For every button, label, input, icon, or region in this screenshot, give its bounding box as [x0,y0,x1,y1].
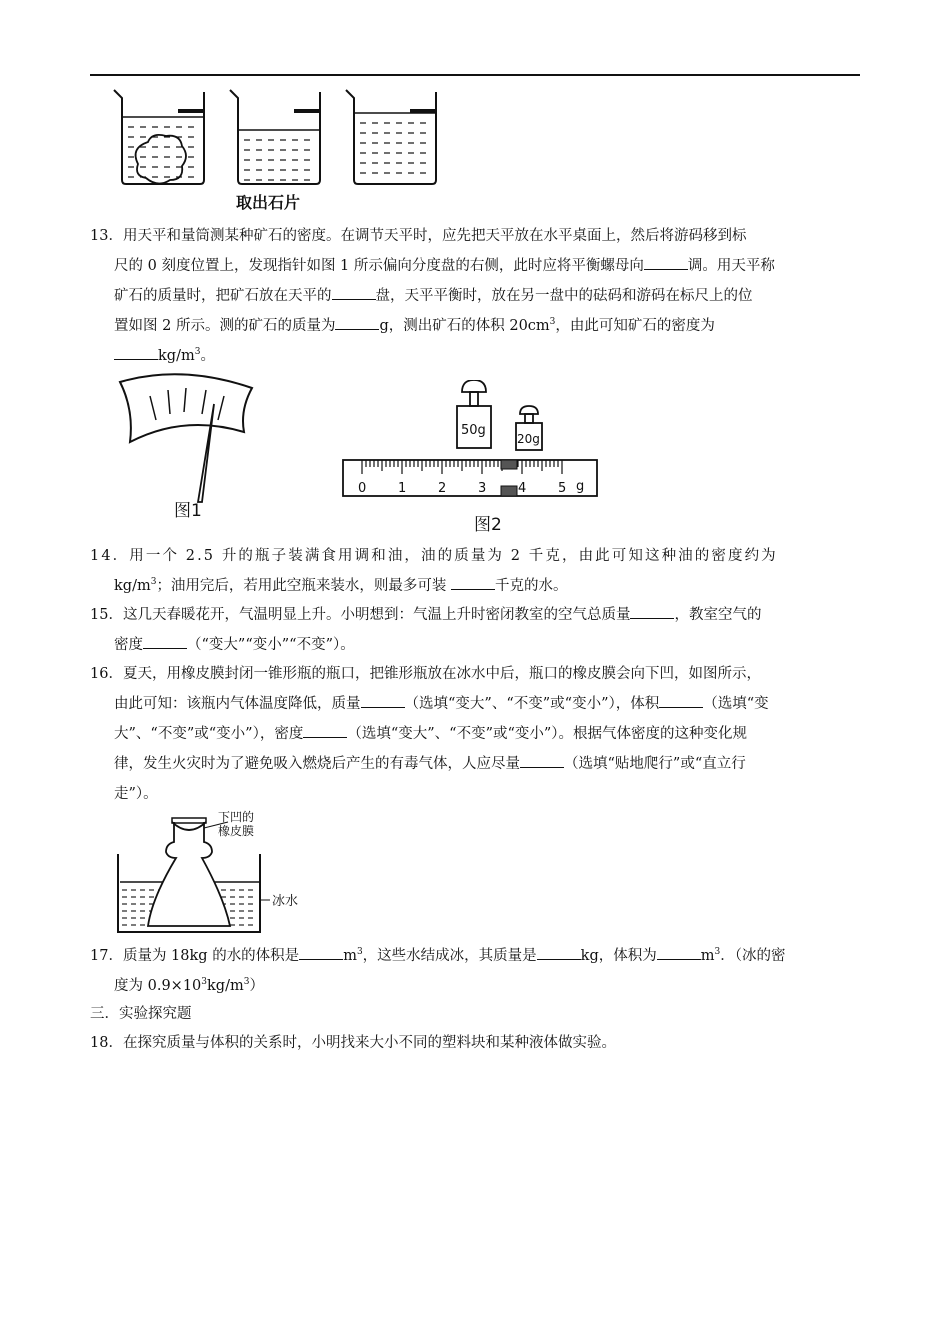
q16-blank-2[interactable] [659,691,703,708]
q18-line-1: 18．在探究质量与体积的关系时，小明找来大小不同的塑料块和某种液体做实验。 [90,1035,616,1051]
fig1-caption: 图1 [174,501,202,521]
section-title: 三．实验探究题 [90,1006,192,1022]
water-label: 冰水 [272,894,299,909]
weight-50g-label: 50g [461,423,486,438]
ruler-number-labels [358,479,584,496]
rider-bottom [501,486,517,496]
membrane-label-1: 下凹的 [218,810,255,824]
beakers-figure [108,84,448,214]
q14-line-1: 14．用一个 2.5 升的瓶子装满食用调和油，油的质量为 2 千克，由此可知这种油的密度约为 [90,548,778,564]
ruler-number: 1 [398,481,407,496]
q13-blank-2[interactable] [332,283,376,300]
fig2-weights-ruler [340,380,605,538]
q13-blank-4[interactable] [114,343,158,360]
ruler-number: 2 [438,481,447,496]
rider-top [501,460,517,469]
beaker-refilled [346,90,436,184]
header-rule [90,74,860,76]
question-13: 13．用天平和量筒测某种矿石的密度。在调节天平时，应先把天平放在水平桌面上，然后将游码移到标 尺的 0 刻度位置上，发现指针如图 1 所示偏向分度盘的右侧，此时应将平衡螺母向 调。用天平称 矿石的质量时，把矿石放在天平的 盘，天平平衡时，放在另一盘中的砝码和游码在标尺上的位 置如图 2 所示。测的矿石的质量为 g，测出矿石的体积 $20cm^3$，由此可知矿石的密度为 $kg/m^3$。 [90,221,862,371]
q17-blank-1[interactable] [299,943,343,960]
ruler-unit: g [576,479,585,494]
ruler-number: 0 [358,481,367,496]
ruler-number: 4 [518,481,527,496]
question-17: 17．质量为 18kg 的水的体积是 $m^3$，这些水结成冰，其质量是 kg，体积为 $m^3$．（冰的密 度为 $0.9\times 10^3kg/m^3$） [90,941,862,1001]
dial-pointer [198,404,214,502]
ruler-ticks [362,460,562,474]
flask-mouth [172,818,206,823]
q17-blank-3[interactable] [657,943,701,960]
ruler-number: 3 [478,481,487,496]
dial-scale-plate [120,374,252,442]
question-18 [90,1028,862,1058]
q17-blank-2[interactable] [537,943,581,960]
weight-20g-label: 20g [517,432,540,446]
flask-ice-water-figure [112,808,312,938]
q15-blank-2[interactable] [143,632,187,649]
q13-blank-3[interactable] [335,313,379,330]
q13-line-1: 13．用天平和量筒测某种矿石的密度。在调节天平时，应先把天平放在水平桌面上，然后将游码移到标 [90,228,747,244]
beakers-caption: 取出石片 [236,193,301,212]
q15-blank-1[interactable] [630,602,674,619]
question-14: 14．用一个 2.5 升的瓶子装满食用调和油，油的质量为 2 千克，由此可知这种油的密度约为 $kg/m^3$；油用完后，若用此空瓶来装水，则最多可装 千克的水。 [90,541,862,601]
q16-blank-3[interactable] [303,721,347,738]
question-16: 16．夏天，用橡皮膜封闭一锥形瓶的瓶口，把锥形瓶放在冰水中后，瓶口的橡皮膜会向下凹，如图所示， 由此可知：该瓶内气体温度降低，质量 （选填“变大”、“不变”或“变小”），体积 （选填“变 大”、“不变”或“变小”），密度 （选填“变大”、“不变”或“变小”）。根据气体密度的这种变化规 律，发生火灾时为了避免吸入燃烧后产生的有毒气体，人应尽量 （选填“贴地爬行”或“直立行 走”）。 [90,659,862,809]
fig1-dial [112,370,262,525]
q16-blank-4[interactable] [520,751,564,768]
q16-line-1: 16．夏天，用橡皮膜封闭一锥形瓶的瓶口，把锥形瓶放在冰水中后，瓶口的橡皮膜会向下凹，如图所示， [90,666,761,682]
section-3-heading [90,999,862,1029]
q16-line-5: 走”）。 [114,786,158,802]
fig2-caption: 图2 [474,515,502,535]
membrane-label-2: 橡皮膜 [218,824,255,838]
ruler-number: 5 [558,481,567,496]
q13-blank-1[interactable] [644,253,688,270]
q14-blank-1[interactable] [451,573,495,590]
question-15: 15．这几天春暖花开，气温明显上升。小明想到：气温上升时密闭教室的空气总质量 ，教室空气的 密度 （“变大”“变小”“不变”）。 [90,600,862,660]
q16-blank-1[interactable] [361,691,405,708]
